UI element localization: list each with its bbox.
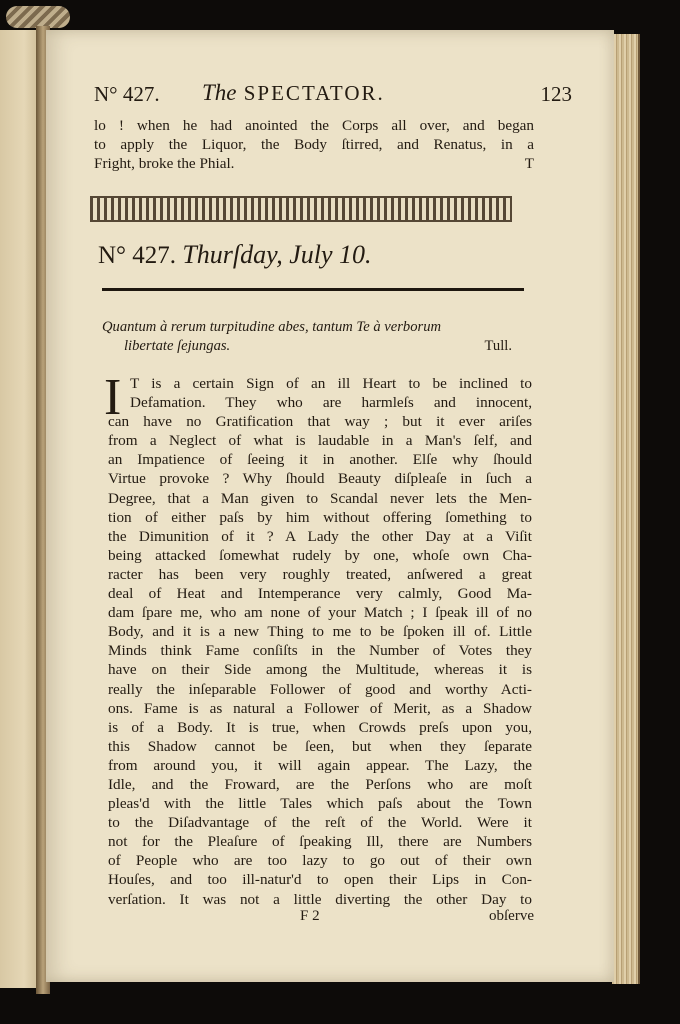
text-line: really the inſeparable Follower of good and worthy Acti- bbox=[108, 680, 532, 698]
author-signature-mark: T bbox=[524, 155, 534, 172]
header-title bbox=[202, 80, 385, 106]
issue-date: Thurſday, July 10. bbox=[182, 240, 372, 269]
page-block-edge bbox=[612, 34, 640, 984]
text-line: to apply the Liquor, the Body ſtirred, and Renatus, in a bbox=[94, 136, 534, 154]
text-line: this Shadow cannot be ſeen, but when they ſeparate bbox=[108, 737, 532, 755]
page-number: 123 bbox=[540, 82, 572, 106]
text-line: Body, and it is a new Thing to me to be ſpoken ill of. Little bbox=[108, 623, 532, 641]
text-line: can have no Gratification that way ; but it ever ariſes bbox=[108, 413, 532, 431]
motto-author: Tull. bbox=[484, 338, 512, 354]
signature-mark: F 2 bbox=[300, 908, 320, 924]
binding-thread bbox=[6, 6, 70, 28]
printer-ornament-band bbox=[90, 196, 512, 222]
continued-text bbox=[94, 116, 534, 173]
text-line: tion of either paſs by him without offering ſomething to bbox=[108, 508, 532, 526]
book-page bbox=[46, 30, 614, 982]
text-line: Houſes, and too ill-natur'd to open their Lips in Con- bbox=[108, 871, 532, 889]
text-line: Fright, broke the Phial. bbox=[94, 155, 235, 173]
text-line: is of a Body. It is true, when Crowds preſs upon you, bbox=[108, 718, 532, 736]
issue-number: N° 427. bbox=[98, 242, 177, 269]
text-line: ons. Fame is as natural a Follower of Merit, as a Shadow bbox=[108, 699, 532, 717]
text-line: lo ! when he had anointed the Corps all over, and began bbox=[94, 117, 534, 134]
motto-line: libertate ſejungas. bbox=[124, 338, 231, 354]
text-line: from a Neglect of what is laudable in a Man's ſelf, and bbox=[108, 432, 532, 450]
header-title-spectator: SPECTATOR. bbox=[243, 81, 385, 105]
text-line: pleas'd with the little Tales which paſs about the Town bbox=[108, 795, 532, 813]
text-line: from around you, it will again appear. The Lazy, the bbox=[108, 756, 532, 774]
text-line: racter has been very roughly treated, anſwered a great bbox=[108, 565, 532, 583]
text-line: verſation. It was not a little diverting the other Day to bbox=[108, 890, 532, 908]
text-line: have on their Side among the Multitude, whereas it is bbox=[108, 661, 532, 679]
drop-cap: I bbox=[104, 369, 122, 426]
text-line: an Impatience of ſeeing it in another. Elſe why ſhould bbox=[108, 451, 532, 469]
text-line: not for the Pleaſure of ſpeaking Ill, there are Numbers bbox=[108, 833, 532, 851]
text-line: T is a certain Sign of an ill Heart to be inclined to bbox=[130, 375, 532, 392]
text-line: being attacked ſomewhat rudely by one, whoſe own Cha- bbox=[108, 546, 532, 564]
catchword: obſerve bbox=[489, 908, 534, 924]
motto-line: Quantum à rerum turpitudine abes, tantum Te à verborum bbox=[102, 319, 442, 335]
header-title-the: The bbox=[202, 80, 237, 105]
text-line: the Dimunition of it ? A Lady the other Day at a Viſit bbox=[108, 527, 532, 545]
text-line: Minds think Fame conſiſts in the Number of Votes they bbox=[108, 642, 532, 660]
text-line: of People who are too lazy to go out of their own bbox=[108, 852, 532, 870]
text-line: dam ſpare me, who am none of your Match ; I ſpeak ill of no bbox=[108, 604, 532, 622]
header-issue-number: N° 427. bbox=[94, 82, 160, 106]
latin-motto bbox=[102, 318, 512, 356]
heading-rule bbox=[102, 288, 524, 291]
text-line: Virtue provoke ? Why ſhould Beauty diſpleaſe in ſuch a bbox=[108, 470, 532, 488]
running-header bbox=[94, 80, 572, 108]
text-line: Degree, that a Man given to Scandal never lets the Men- bbox=[108, 489, 532, 507]
issue-heading bbox=[98, 240, 372, 270]
text-line: Idle, and the Froward, are the Perſons who are moſt bbox=[108, 775, 532, 793]
text-line: Defamation. They who are harmleſs and innocent, bbox=[130, 394, 532, 412]
essay-body bbox=[108, 374, 532, 909]
text-line: deal of Heat and Intemperance very calmly, Good Ma- bbox=[108, 585, 532, 603]
text-line: to the Diſadvantage of the reſt of the World. Were it bbox=[108, 814, 532, 832]
